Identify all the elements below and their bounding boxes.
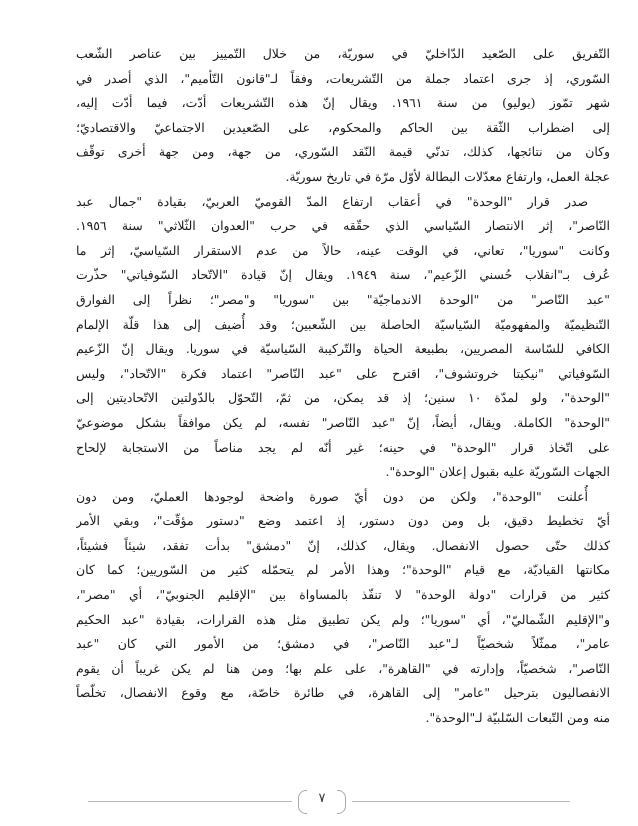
text-line: مكانتها القياديّة، مع قيام "الوحدة"؛ وهذا الأمر لم يتحمّله كثير من السّوريين؛ كما كان [76, 562, 610, 578]
text-line: النّاصر"، شخصيّاً، وإدارته في "القاهرة"، على علم بها؛ ومن هنا لم يكن غريباً أن يقوم [76, 660, 610, 676]
text-line: التّنظيميّة والمفهوميّة السّياسيّة الحاصلة بين الشّعبين؛ وقد أُضيف إلى هذا قلّة الإلمام [76, 316, 610, 332]
text-line: عجلة العمل، وارتفاع معدّلات البطالة لأوّل مرّة في تاريخ سوريّة. [285, 168, 610, 184]
page-number: ٧ [318, 791, 326, 806]
text-line: كذلك حتّى حصول الانفصال. ويقال، كذلك، إنّ "دمشق" بدأت تفقد، شيئاً فشيئاً، [76, 537, 610, 553]
text-line: إلى اضطراب الثّقة بين الحاكم والمحكوم، على الصّعيدين الاجتماعيّ والاقتصاديّ؛ [76, 119, 610, 135]
paragraph-2 [76, 190, 610, 485]
body-text [76, 42, 610, 731]
text-line: كثير من قرارات "دولة الوحدة" لا تنفّذ بالمساواة بين "الإقليم الجنوبيّ"، أي "مصر"، [76, 587, 610, 603]
text-line: "الوحدة" الكاملة. ويقال، أيضاً، إنّ "عبد النّاصر" نفسه، لم يكن موافقاً بشكل موضوعيّ [76, 414, 610, 430]
text-line: عُرف بـ"انقلاب حُسني الزّعيم"، سنة ١٩٤٩. ويقال إنّ قيادة "الاتّحاد السّوفياتي" حذّرت [76, 267, 610, 283]
text-line: الجهات السّوريّة عليه بقبول إعلان "الوحدة". [385, 464, 610, 480]
text-line: أُعلنت "الوحدة"، ولكن من دون أيّ صورة واضحة لوجودها العمليّ، ومن دون [76, 488, 588, 504]
page-footer [88, 788, 570, 818]
text-line: الانفصاليون بترحيل "عامر" إلى القاهرة، في طائرة خاصّة، مع وقوع الانفصال، تخلّصاً [76, 685, 610, 701]
text-line: شهر تمّوز (يوليو) من سنة ١٩٦١. ويقال إنّ هذه التّشريعات أدّت، فيما أدّت إليه، [76, 95, 610, 111]
text-line: صدر قرار "الوحدة" في أعقاب ارتفاع المدّ القوميّ العربيّ، بقيادة "جمال عبد [76, 193, 588, 209]
text-line: السّوفياتي "نيكيتا خروتشوف"، اقترح على "عبد النّاصر" اعتماد فكرة "الاتّحاد"، وليس [76, 365, 610, 381]
text-line: السّوري، إذ جرى اعتماد جملة من التّشريعات، وفقاً لـ"قانون التّأميم"، الذي أصدر في [76, 70, 610, 86]
text-line: التّفريق على الصّعيد الدّاخليّ في سوريّة، من خلال التّمييز بين عناصر الشّعب [76, 46, 610, 61]
text-line: الكافي للسّاسة المصريين، بطبيعة الحياة والتّركيبة السّياسيّة في سوريا. ويقال إنّ الزّعيم [76, 341, 610, 357]
text-line: أيّ تخطيط دقيق، بل ومن دون دستور، إذ اعتمد وضع "دستور مؤقّت"، وبقي الأمر [76, 513, 610, 529]
paragraph-1 [76, 42, 610, 190]
paragraph-3 [76, 485, 610, 731]
text-line: وكانت "سوريا"، تعاني، في الوقت عينه، حالاً من عدم الاستقرار السّياسيّ، إثر ما [76, 242, 610, 258]
text-line: منه ومن التّبعات السّلبيّة لـ"الوحدة". [425, 710, 610, 726]
text-line: النّاصر"، إثر الانتصار السّياسي الذي حقّقه في حرب "العدوان الثّلاثي" سنة ١٩٥٦. [76, 218, 610, 234]
text-line: عامر"، ممثّلاً شخصيّاً لـ"عبد النّاصر"، في دمشق؛ من الأمور التي كان "عبد [76, 636, 610, 652]
page-number-frame [298, 788, 346, 814]
text-line: "الوحدة"، ولو لمدّة ١٠ سنين؛ إذ قد يمكن، من ثمّ، التّحوّل بالدّولتين الاتّحاديتين إلى [76, 390, 610, 406]
text-line: "عبد النّاصر" من "الوحدة الاندماجيّة" بين "سوريا" و"مصر"؛ نظراً إلى الفوارق [76, 291, 610, 307]
text-line: وكان من نتائجها، كذلك، تدنّي قيمة النّقد السّوري، من جهة، ومن جهة أخرى توقّف [76, 144, 610, 160]
footer-rule-left [88, 801, 292, 802]
footer-rule-right [352, 801, 570, 802]
text-line: على اتّخاذ قرار "الوحدة" في حينه؛ غير أنّه لم يجد مناصاً من الاستجابة لإلحاح [76, 439, 610, 455]
text-line: و"الإقليم الشّماليّ"، أي "سوريا"؛ ولم يكن تطبيق مثل هذه القرارات، بقيادة "عبد الحكيم [76, 611, 610, 627]
